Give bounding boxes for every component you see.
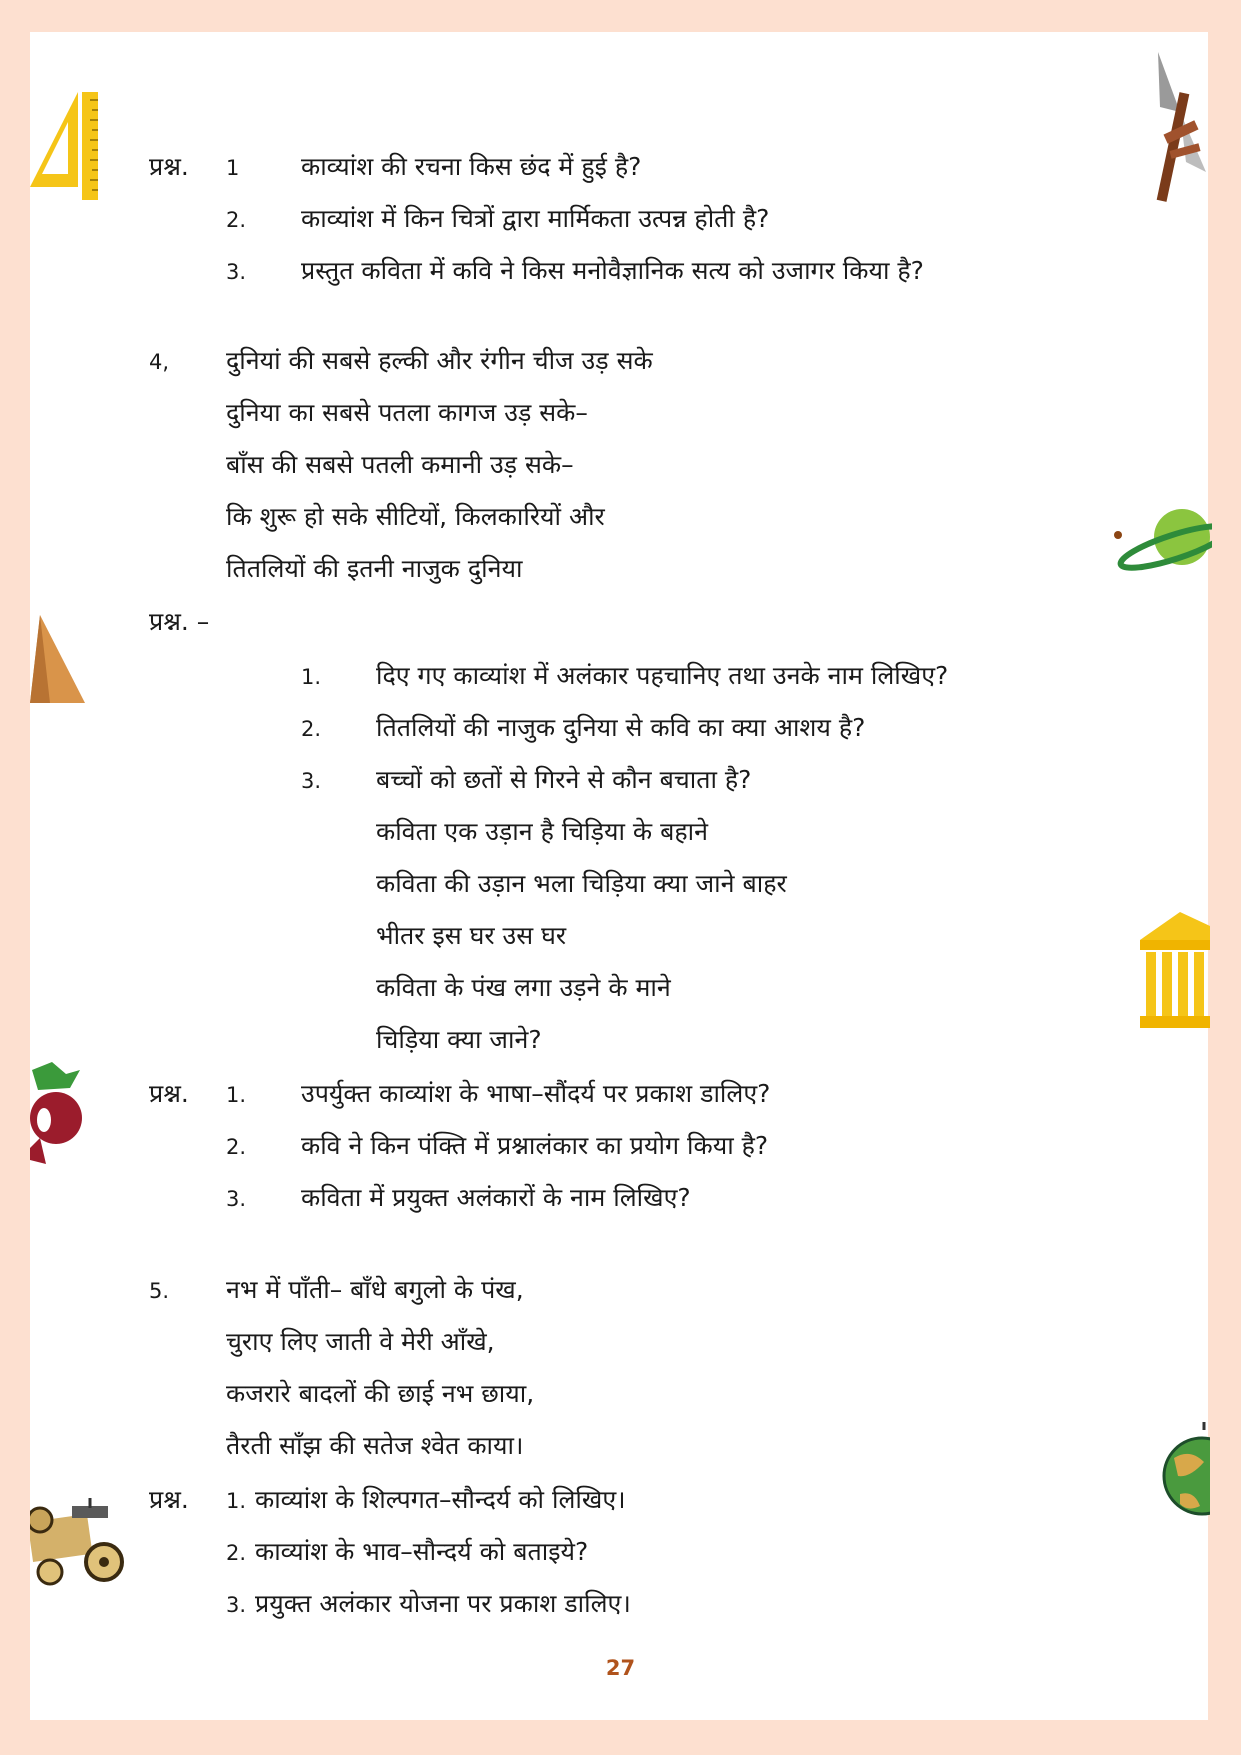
question-text: काव्यांश की रचना किस छंद में हुई है?: [301, 152, 642, 181]
question-text: कविता में प्रयुक्त अलंकारों के नाम लिखिए?: [301, 1183, 691, 1212]
poem-line: कविता की उड़ान भला चिड़िया क्या जाने बाहर: [376, 869, 787, 898]
question-number: 1: [226, 156, 240, 180]
question-label: प्रश्न.: [149, 152, 189, 181]
poem-line: तितलियों की इतनी नाजुक दुनिया: [226, 554, 523, 583]
question-number: 2.: [226, 1541, 247, 1565]
poem-line: कविता के पंख लगा उड़ने के माने: [376, 973, 671, 1002]
strawberry-icon: [30, 1060, 86, 1168]
poem-line: चिड़िया क्या जाने?: [376, 1025, 542, 1054]
poem-line: भीतर इस घर उस घर: [376, 921, 567, 950]
poem-line: कि शुरू हो सके सीटियों, किलकारियों और: [226, 502, 605, 531]
question-number: 1.: [301, 665, 322, 689]
cannon-icon: [30, 1498, 126, 1590]
pyramid-icon: [30, 615, 90, 705]
poem-line: दुनिया का सबसे पतला कागज उड़ सके–: [226, 398, 588, 427]
poem-line: नभ में पाँती– बाँधे बगुलो के पंख,: [226, 1275, 524, 1304]
question-text: बच्चों को छतों से गिरने से कौन बचाता है?: [376, 765, 752, 794]
poem-line: बाँस की सबसे पतली कमानी उड़ सके–: [226, 450, 574, 479]
question-number: 3.: [226, 1187, 247, 1211]
question-label: प्रश्न.: [149, 1485, 189, 1514]
question-label: प्रश्न.: [149, 1079, 189, 1108]
stone-tools-icon: [1150, 52, 1210, 202]
question-text: काव्यांश में किन चित्रों द्वारा मार्मिकता उत्पन्न होती है?: [301, 204, 770, 233]
question-number: 2.: [226, 1135, 247, 1159]
poem-line: दुनियां की सबसे हल्की और रंगीन चीज उड़ सके: [226, 346, 653, 375]
question-text: प्रस्तुत कविता में कवि ने किस मनोवैज्ञानिक सत्य को उजागर किया है?: [301, 256, 924, 285]
ruler-icon: [30, 92, 100, 202]
poem-line: तैरती साँझ की सतेज श्वेत काया।: [226, 1431, 524, 1460]
question-text: उपर्युक्त काव्यांश के भाषा–सौंदर्य पर प्रकाश डालिए?: [301, 1079, 771, 1108]
question-number: 3.: [301, 769, 322, 793]
question-number: 2.: [226, 208, 247, 232]
temple-icon: [1140, 912, 1210, 1030]
planet-icon: [1112, 505, 1212, 575]
question-text: काव्यांश के भाव–सौन्दर्य को बताइये?: [255, 1537, 589, 1566]
poem-line: चुराए लिए जाती वे मेरी आँखे,: [226, 1327, 495, 1356]
globe-icon: [1160, 1418, 1210, 1528]
question-number: 3.: [226, 1593, 247, 1617]
question-text: काव्यांश के शिल्पगत–सौन्दर्य को लिखिए।: [255, 1485, 626, 1514]
question-label: प्रश्न. –: [149, 607, 210, 636]
poem-line: कविता एक उड़ान है चिड़िया के बहाने: [376, 817, 708, 846]
question-text: कवि ने किन पंक्ति में प्रश्नालंकार का प्रयोग किया है?: [301, 1131, 769, 1160]
question-text: तितलियों की नाजुक दुनिया से कवि का क्या आशय है?: [376, 713, 866, 742]
question-number: 1.: [226, 1489, 247, 1513]
page-number: 27: [605, 1656, 636, 1680]
question-number: 2.: [301, 717, 322, 741]
question-text: प्रयुक्त अलंकार योजना पर प्रकाश डालिए।: [255, 1589, 631, 1618]
question-text: दिए गए काव्यांश में अलंकार पहचानिए तथा उनके नाम लिखिए?: [376, 661, 949, 690]
poem-line: कजरारे बादलों की छाई नभ छाया,: [226, 1379, 535, 1408]
question-number: 1.: [226, 1083, 247, 1107]
item-number: 4,: [149, 350, 170, 374]
question-number: 3.: [226, 260, 247, 284]
item-number: 5.: [149, 1279, 170, 1303]
